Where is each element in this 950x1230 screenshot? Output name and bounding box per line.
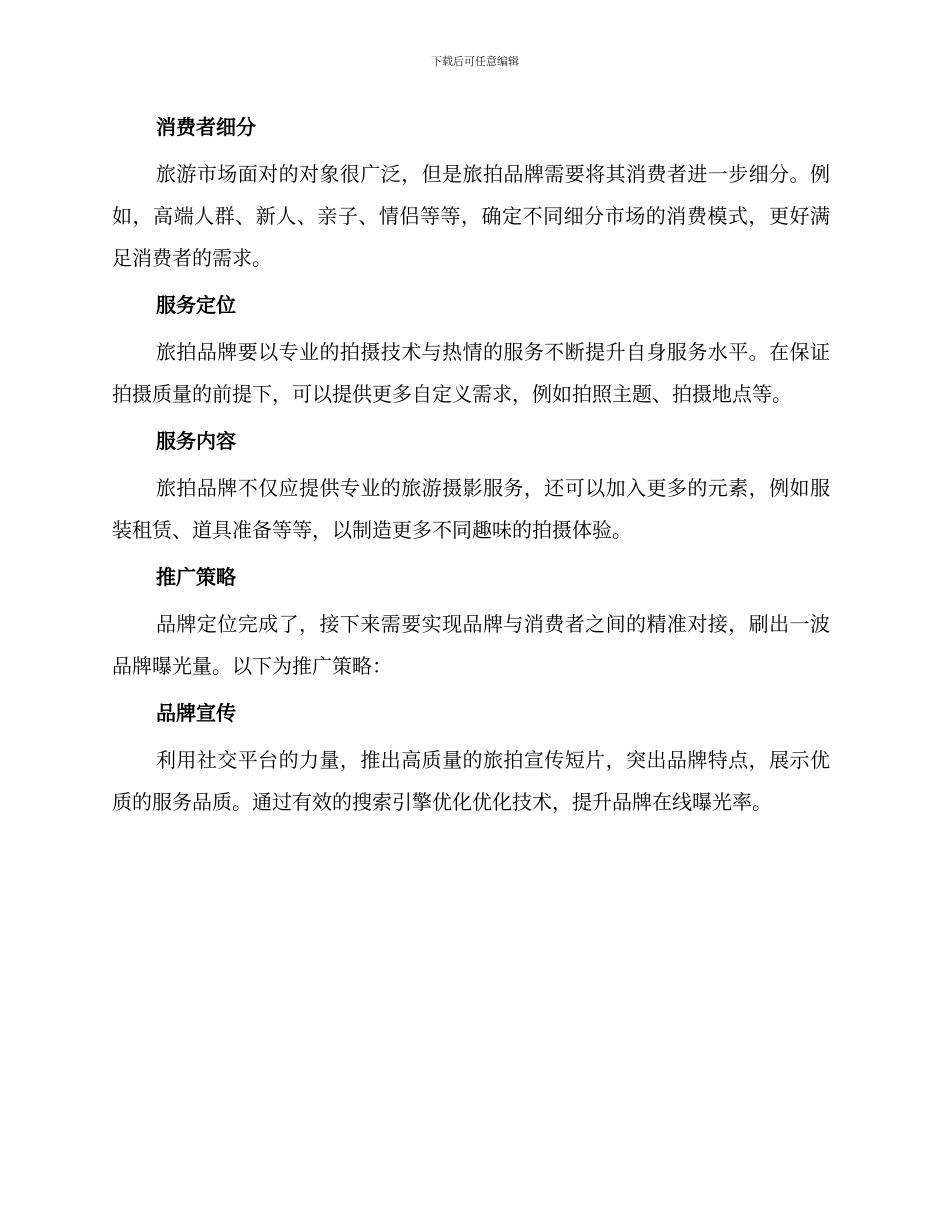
section-heading: 推广策略 <box>156 565 236 589</box>
section-heading: 消费者细分 <box>156 115 256 139</box>
section-heading: 服务定位 <box>156 293 236 317</box>
section-consumer-segmentation <box>112 107 830 279</box>
section-paragraph: 旅游市场面对的对象很广泛，但是旅拍品牌需要将其消费者进一步细分。例如，高端人群、新人、亲子、情侣等等，确定不同细分市场的消费模式，更好满足消费者的需求。 <box>112 162 830 270</box>
section-service-content <box>112 421 830 551</box>
section-promotion-strategy <box>112 557 830 687</box>
section-paragraph: 利用社交平台的力量，推出高质量的旅拍宣传短片，突出品牌特点，展示优质的服务品质。通过有效的搜索引擎优化优化技术，提升品牌在线曝光率。 <box>112 748 830 814</box>
section-paragraph: 旅拍品牌要以专业的拍摄技术与热情的服务不断提升自身服务水平。在保证拍摄质量的前提下，可以提供更多自定义需求，例如拍照主题、拍摄地点等。 <box>112 340 830 406</box>
section-paragraph: 品牌定位完成了，接下来需要实现品牌与消费者之间的精准对接，刷出一波品牌曝光量。以下为推广策略： <box>112 612 830 678</box>
section-heading: 品牌宣传 <box>156 701 236 725</box>
section-brand-publicity <box>112 693 830 823</box>
page-header: 下载后可任意编辑 <box>431 55 519 68</box>
section-service-positioning <box>112 285 830 415</box>
document-body <box>112 107 830 829</box>
section-paragraph: 旅拍品牌不仅应提供专业的旅游摄影服务，还可以加入更多的元素，例如服装租赁、道具准备等等，以制造更多不同趣味的拍摄体验。 <box>112 476 830 542</box>
section-heading: 服务内容 <box>156 429 236 453</box>
